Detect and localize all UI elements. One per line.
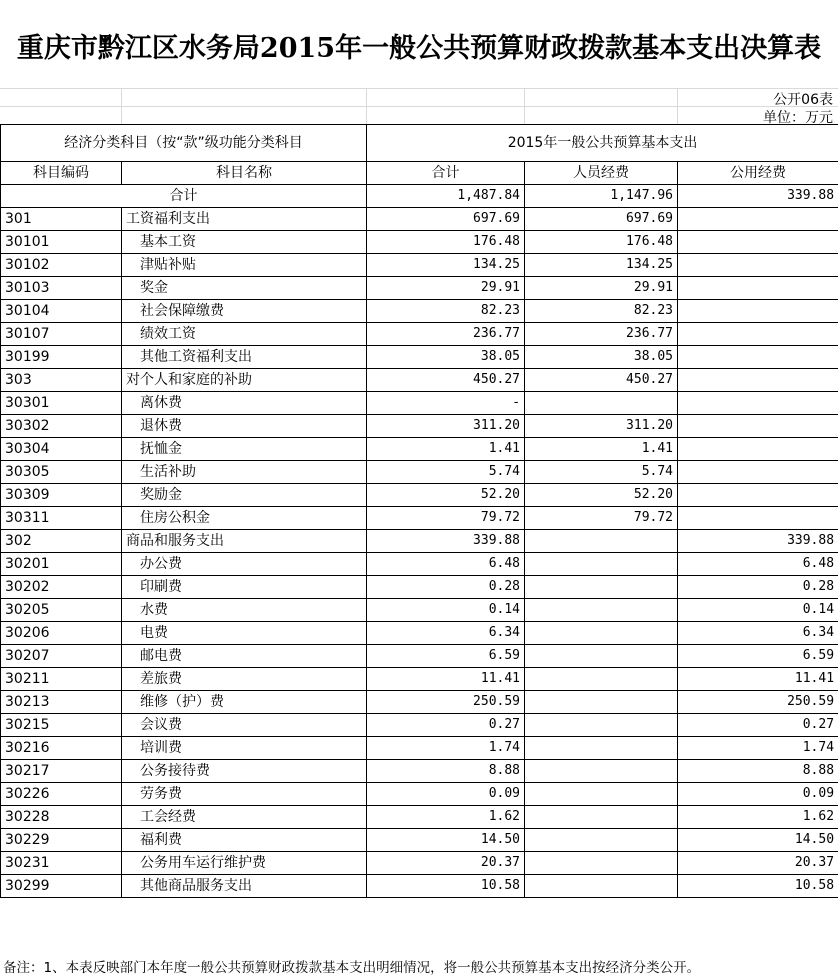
row-name: 福利费 (122, 829, 367, 852)
row-personnel (525, 783, 678, 806)
row-public: 6.34 (678, 622, 838, 645)
row-total: 311.20 (367, 415, 525, 438)
row-personnel (525, 691, 678, 714)
row-public: 250.59 (678, 691, 838, 714)
table-row (1, 760, 838, 783)
row-name: 住房公积金 (122, 507, 367, 530)
row-public (678, 346, 838, 369)
row-personnel: 176.48 (525, 231, 678, 254)
row-personnel (525, 852, 678, 875)
row-name: 差旅费 (122, 668, 367, 691)
row-code: 30311 (1, 507, 122, 530)
grid-line (366, 88, 367, 124)
row-personnel (525, 875, 678, 898)
row-personnel (525, 737, 678, 760)
row-name: 公务接待费 (122, 760, 367, 783)
row-personnel: 79.72 (525, 507, 678, 530)
row-code: 30304 (1, 438, 122, 461)
row-public: 0.09 (678, 783, 838, 806)
row-personnel: 52.20 (525, 484, 678, 507)
row-personnel: 29.91 (525, 277, 678, 300)
row-total: 79.72 (367, 507, 525, 530)
table-number: 公开06表 (773, 92, 833, 108)
row-personnel: 697.69 (525, 208, 678, 231)
row-code: 30216 (1, 737, 122, 760)
row-public (678, 277, 838, 300)
row-name: 其他商品服务支出 (122, 875, 367, 898)
header-public: 公用经费 (678, 162, 838, 185)
row-public (678, 254, 838, 277)
row-public: 14.50 (678, 829, 838, 852)
table-row (1, 530, 838, 553)
row-total: 450.27 (367, 369, 525, 392)
table-row (1, 576, 838, 599)
row-total: 52.20 (367, 484, 525, 507)
row-public (678, 438, 838, 461)
row-name: 培训费 (122, 737, 367, 760)
table-row (1, 277, 838, 300)
row-code: 30229 (1, 829, 122, 852)
footnote: 备注：1、本表反映部门本年度一般公共预算财政拨款基本支出明细情况，将一般公共预算基本支出按经济分类公开。 (3, 960, 701, 976)
row-total: 134.25 (367, 254, 525, 277)
table-row (1, 231, 838, 254)
row-code: 30102 (1, 254, 122, 277)
row-personnel: 82.23 (525, 300, 678, 323)
table-row (1, 323, 838, 346)
row-public (678, 323, 838, 346)
row-total: 11.41 (367, 668, 525, 691)
table-row (1, 852, 838, 875)
row-public (678, 208, 838, 231)
row-code: 30231 (1, 852, 122, 875)
row-total: 697.69 (367, 208, 525, 231)
row-code: 30215 (1, 714, 122, 737)
budget-table (0, 124, 838, 898)
row-name: 印刷费 (122, 576, 367, 599)
row-total: 250.59 (367, 691, 525, 714)
row-total: 5.74 (367, 461, 525, 484)
row-personnel (525, 530, 678, 553)
row-public (678, 369, 838, 392)
row-personnel (525, 668, 678, 691)
row-public: 6.59 (678, 645, 838, 668)
table-row (1, 346, 838, 369)
row-name: 维修（护）费 (122, 691, 367, 714)
table-row (1, 829, 838, 852)
row-code: 30213 (1, 691, 122, 714)
row-public: 0.28 (678, 576, 838, 599)
table-row (1, 392, 838, 415)
row-code: 30305 (1, 461, 122, 484)
row-name: 退休费 (122, 415, 367, 438)
row-code: 30302 (1, 415, 122, 438)
row-public (678, 461, 838, 484)
row-name: 社会保障缴费 (122, 300, 367, 323)
total-total: 1,487.84 (367, 185, 525, 208)
row-public: 11.41 (678, 668, 838, 691)
row-name: 水费 (122, 599, 367, 622)
table-row (1, 507, 838, 530)
row-name: 劳务费 (122, 783, 367, 806)
row-name: 离休费 (122, 392, 367, 415)
row-personnel (525, 576, 678, 599)
unit-label: 单位：万元 (763, 110, 833, 126)
row-personnel: 450.27 (525, 369, 678, 392)
row-public (678, 300, 838, 323)
table-row (1, 737, 838, 760)
header-budget-group: 2015年一般公共预算基本支出 (367, 125, 838, 162)
row-name: 奖励金 (122, 484, 367, 507)
row-total: 14.50 (367, 829, 525, 852)
row-name: 对个人和家庭的补助 (122, 369, 367, 392)
grid-line (677, 88, 678, 124)
row-total: 82.23 (367, 300, 525, 323)
grid-line (524, 88, 525, 124)
row-total: 29.91 (367, 277, 525, 300)
total-public: 339.88 (678, 185, 838, 208)
row-total: 236.77 (367, 323, 525, 346)
row-total: 1.62 (367, 806, 525, 829)
row-code: 30202 (1, 576, 122, 599)
row-personnel (525, 392, 678, 415)
total-personnel: 1,147.96 (525, 185, 678, 208)
header-row-1 (1, 125, 838, 162)
row-code: 302 (1, 530, 122, 553)
row-code: 30299 (1, 875, 122, 898)
table-row (1, 783, 838, 806)
row-personnel (525, 714, 678, 737)
row-personnel: 1.41 (525, 438, 678, 461)
row-public: 1.62 (678, 806, 838, 829)
row-name: 工会经费 (122, 806, 367, 829)
table-row (1, 875, 838, 898)
row-personnel (525, 645, 678, 668)
row-code: 30104 (1, 300, 122, 323)
row-total: 8.88 (367, 760, 525, 783)
row-public (678, 231, 838, 254)
table-row (1, 438, 838, 461)
row-total: 20.37 (367, 852, 525, 875)
row-personnel (525, 553, 678, 576)
total-row (1, 185, 838, 208)
row-code: 30201 (1, 553, 122, 576)
row-total: 6.48 (367, 553, 525, 576)
table-row (1, 300, 838, 323)
row-public: 0.27 (678, 714, 838, 737)
table-row (1, 254, 838, 277)
header-classification: 经济分类科目（按“款”级功能分类科目 (1, 125, 367, 162)
table-row (1, 622, 838, 645)
row-code: 30309 (1, 484, 122, 507)
total-label: 合计 (1, 185, 367, 208)
row-total: 176.48 (367, 231, 525, 254)
row-total: 0.28 (367, 576, 525, 599)
row-name: 基本工资 (122, 231, 367, 254)
row-personnel (525, 760, 678, 783)
row-public: 0.14 (678, 599, 838, 622)
row-name: 生活补助 (122, 461, 367, 484)
row-name: 公务用车运行维护费 (122, 852, 367, 875)
table-row (1, 691, 838, 714)
row-code: 30301 (1, 392, 122, 415)
table-row (1, 484, 838, 507)
row-personnel: 236.77 (525, 323, 678, 346)
table-row (1, 415, 838, 438)
row-personnel (525, 806, 678, 829)
row-public: 10.58 (678, 875, 838, 898)
row-name: 商品和服务支出 (122, 530, 367, 553)
table-row (1, 599, 838, 622)
row-code: 301 (1, 208, 122, 231)
row-code: 30207 (1, 645, 122, 668)
row-personnel (525, 829, 678, 852)
table-row (1, 645, 838, 668)
table-row (1, 461, 838, 484)
table-row (1, 369, 838, 392)
row-name: 奖金 (122, 277, 367, 300)
table-row (1, 208, 838, 231)
row-total: 339.88 (367, 530, 525, 553)
row-name: 办公费 (122, 553, 367, 576)
grid-line (0, 88, 838, 89)
row-code: 30217 (1, 760, 122, 783)
row-personnel (525, 599, 678, 622)
row-code: 30199 (1, 346, 122, 369)
row-name: 抚恤金 (122, 438, 367, 461)
header-total: 合计 (367, 162, 525, 185)
row-total: 6.34 (367, 622, 525, 645)
grid-line (121, 88, 122, 124)
row-code: 30211 (1, 668, 122, 691)
table-row (1, 668, 838, 691)
row-total: 6.59 (367, 645, 525, 668)
row-code: 303 (1, 369, 122, 392)
row-code: 30228 (1, 806, 122, 829)
header-code: 科目编码 (1, 162, 122, 185)
row-public: 1.74 (678, 737, 838, 760)
row-public (678, 507, 838, 530)
row-public (678, 392, 838, 415)
row-name: 其他工资福利支出 (122, 346, 367, 369)
row-total: 1.41 (367, 438, 525, 461)
row-personnel: 134.25 (525, 254, 678, 277)
row-code: 30107 (1, 323, 122, 346)
row-public: 8.88 (678, 760, 838, 783)
row-total: 1.74 (367, 737, 525, 760)
table-row (1, 714, 838, 737)
row-total: 0.14 (367, 599, 525, 622)
header-row-2 (1, 162, 838, 185)
row-total: 0.09 (367, 783, 525, 806)
page-title: 重庆市黔江区水务局2015年一般公共预算财政拨款基本支出决算表 (16, 32, 822, 64)
row-code: 30103 (1, 277, 122, 300)
row-name: 邮电费 (122, 645, 367, 668)
row-total: 0.27 (367, 714, 525, 737)
table-row (1, 553, 838, 576)
row-total: 38.05 (367, 346, 525, 369)
row-name: 电费 (122, 622, 367, 645)
row-public (678, 415, 838, 438)
row-personnel (525, 622, 678, 645)
header-personnel: 人员经费 (525, 162, 678, 185)
row-total: - (367, 392, 525, 415)
row-public (678, 484, 838, 507)
row-total: 10.58 (367, 875, 525, 898)
row-personnel: 311.20 (525, 415, 678, 438)
row-code: 30205 (1, 599, 122, 622)
row-personnel: 5.74 (525, 461, 678, 484)
table-row (1, 806, 838, 829)
row-code: 30226 (1, 783, 122, 806)
row-public: 6.48 (678, 553, 838, 576)
row-code: 30101 (1, 231, 122, 254)
row-name: 绩效工资 (122, 323, 367, 346)
row-name: 津贴补贴 (122, 254, 367, 277)
row-personnel: 38.05 (525, 346, 678, 369)
row-name: 工资福利支出 (122, 208, 367, 231)
row-name: 会议费 (122, 714, 367, 737)
header-name: 科目名称 (122, 162, 367, 185)
row-public: 339.88 (678, 530, 838, 553)
row-code: 30206 (1, 622, 122, 645)
row-public: 20.37 (678, 852, 838, 875)
grid-line (0, 106, 838, 107)
